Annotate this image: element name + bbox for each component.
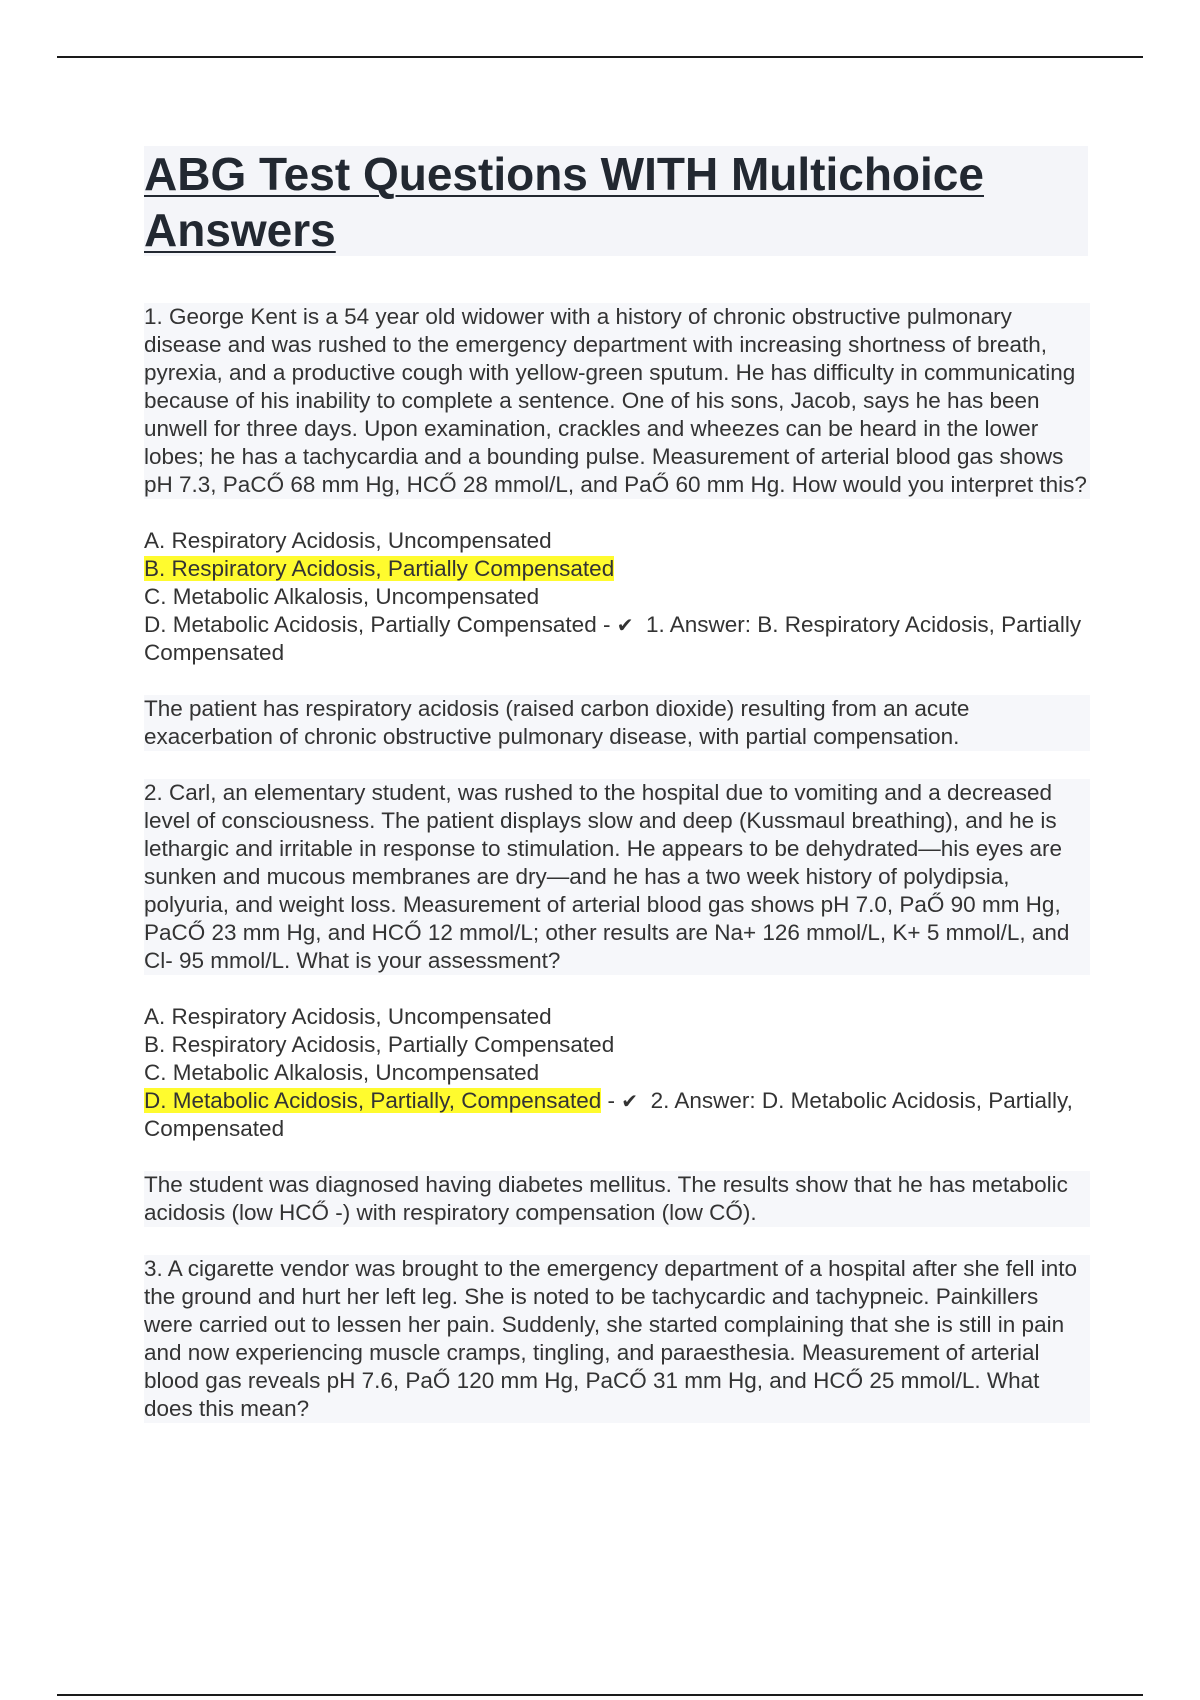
check-icon: ✔ xyxy=(616,613,634,637)
question-2-option-d: D. Metabolic Acidosis, Partially, Compensated xyxy=(144,1088,602,1113)
question-2-option-b: B. Respiratory Acidosis, Partially Compensated xyxy=(144,1032,615,1057)
question-2-options xyxy=(144,1003,1090,1143)
question-2-explanation: The student was diagnosed having diabetes mellitus. The results show that he has metabolic acidosis (low HCŐ -) with respiratory compensation (low CŐ). xyxy=(144,1171,1090,1227)
question-2-text: 2. Carl, an elementary student, was rushed to the hospital due to vomiting and a decreased level of consciousness. The patient displays slow and deep (Kussmaul breathing), and he is lethargic and irritable in response to stimulation. He appears to be dehydrated—his eyes are sunken and mucous membranes are dry—and he has a two week history of polydipsia, polyuria, and weight loss. Measurement of arterial blood gas shows pH 7.0, PaŐ 90 mm Hg, PaCŐ 23 mm Hg, and HCŐ 12 mmol/L; other results are Na+ 126 mmol/L, K+ 5 mmol/L, and Cl- 95 mmol/L. What is your assessment? xyxy=(144,779,1090,975)
title-block xyxy=(144,146,1088,256)
question-1-option-a: A. Respiratory Acidosis, Uncompensated xyxy=(144,528,552,553)
top-rule xyxy=(57,56,1143,58)
question-1-explanation: The patient has respiratory acidosis (raised carbon dioxide) resulting from an acute exacerbation of chronic obstructive pulmonary disease, with partial compensation. xyxy=(144,695,1090,751)
question-2-option-c: C. Metabolic Alkalosis, Uncompensated xyxy=(144,1060,540,1085)
page-title: ABG Test Questions WITH Multichoice Answers xyxy=(144,148,984,256)
question-2-answer: 2. Answer: D. Metabolic Acidosis, Partially, Compensated xyxy=(144,1088,1073,1141)
question-1-options xyxy=(144,527,1090,667)
question-2-option-a: A. Respiratory Acidosis, Uncompensated xyxy=(144,1004,552,1029)
answer-separator: - xyxy=(596,612,617,637)
answer-separator: - xyxy=(601,1088,622,1113)
question-1-answer: 1. Answer: B. Respiratory Acidosis, Partially Compensated xyxy=(144,612,1082,665)
question-3-text: 3. A cigarette vendor was brought to the emergency department of a hospital after she fell into the ground and hurt her left leg. She is noted to be tachycardic and tachypneic. Painkillers were carried out to lessen her pain. Suddenly, she started complaining that she is still in pain and now experiencing muscle cramps, tingling, and paraesthesia. Measurement of arterial blood gas reveals pH 7.6, PaŐ 120 mm Hg, PaCŐ 31 mm Hg, and HCŐ 25 mmol/L. What does this mean? xyxy=(144,1255,1090,1423)
bottom-rule xyxy=(57,1694,1143,1696)
check-icon: ✔ xyxy=(621,1089,639,1113)
question-1-option-c: C. Metabolic Alkalosis, Uncompensated xyxy=(144,584,540,609)
question-1-option-b: B. Respiratory Acidosis, Partially Compensated xyxy=(144,556,615,581)
question-1-option-d: D. Metabolic Acidosis, Partially Compensated xyxy=(144,612,597,637)
document-body xyxy=(144,303,1090,1423)
question-1-text: 1. George Kent is a 54 year old widower with a history of chronic obstructive pulmonary disease and was rushed to the emergency department with increasing shortness of breath, pyrexia, and a productive cough with yellow-green sputum. He has difficulty in communicating because of his inability to complete a sentence. One of his sons, Jacob, says he has been unwell for three days. Upon examination, crackles and wheezes can be heard in the lower lobes; he has a tachycardia and a bounding pulse. Measurement of arterial blood gas shows pH 7.3, PaCŐ 68 mm Hg, HCŐ 28 mmol/L, and PaŐ 60 mm Hg. How would you interpret this? xyxy=(144,303,1090,499)
